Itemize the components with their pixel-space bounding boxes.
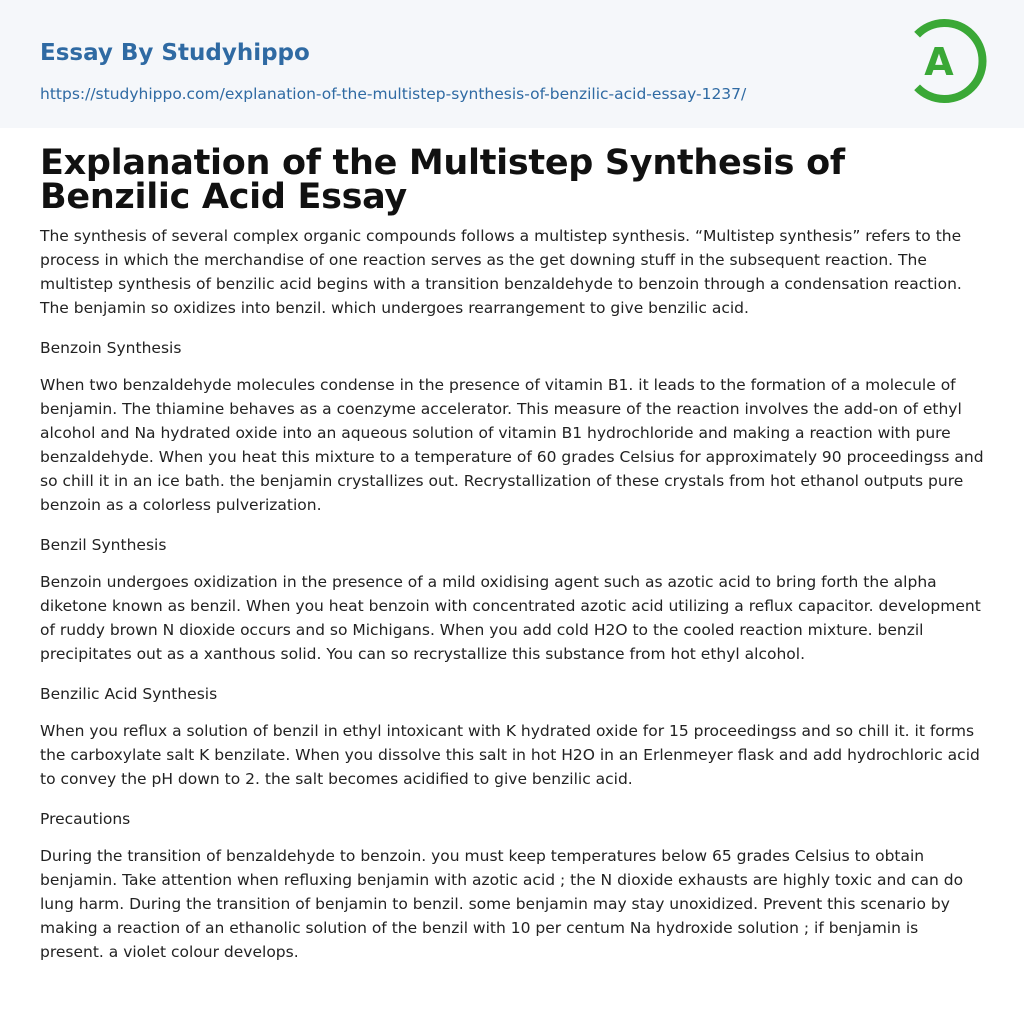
- section-body-benzil-synthesis: Benzoin undergoes oxidization in the presence of a mild oxidising agent such as azotic acid to bring forth the alpha diketone known as benzil. When you heat benzoin with concentrated azotic acid utilizing a reflux capacitor. development of ruddy brown N dioxide occurs and so Michigans. When you add cold H2O to the cooled reaction mixture. benzil precipitates out as a xanthous solid. You can so recrystallize this substance from hot ethyl alcohol.: [40, 573, 981, 663]
- section-body-benzoin-synthesis: When two benzaldehyde molecules condense in the presence of vitamin B1. it leads to the formation of a molecule of benjamin. The thiamine behaves as a coenzyme accelerator. This measure of the reaction involves the add-on of ethyl alcohol and Na hydrated oxide into an aqueous solution of vitamin B1 hydrochloride and making a reaction with pure benzaldehyde. When you heat this mixture to a temperature of 60 grades Celsius for approximately 90 proceedingss and so chill it in an ice bath. the benjamin crystallizes out. Recrystallization of these crystals from hot ethanol outputs pure benzoin as a colorless pulverization.: [40, 376, 984, 514]
- section-body-benzilic-acid-synthesis: When you reflux a solution of benzil in ethyl intoxicant with K hydrated oxide for 15 proceedingss and so chill it. it forms the carboxylate salt K benzilate. When you dissolve this salt in hot H2O in an Erlenmeyer flask and add hydrochloric acid to convey the pH down to 2. the salt becomes acidified to give benzilic acid.: [40, 722, 980, 788]
- logo-letter: A: [924, 40, 954, 84]
- section-heading-benzoin-synthesis: Benzoin Synthesis: [40, 339, 182, 357]
- site-header: [0, 0, 1024, 128]
- section-heading-precautions: Precautions: [40, 810, 131, 828]
- section-heading-benzilic-acid-synthesis: Benzilic Acid Synthesis: [40, 685, 218, 703]
- section-body-precautions: During the transition of benzaldehyde to benzoin. you must keep temperatures below 65 grades Celsius to obtain benjamin. Take attention when refluxing benjamin with azotic acid ; the N dioxide exhausts are highly toxic and can do lung harm. During the transition of benjamin to benzil. some benjamin may stay unoxidized. Prevent this scenario by making a reaction of an ethanolic solution of the benzil with 10 per centum Na hydroxide solution ; if benjamin is present. a violet colour develops.: [40, 847, 964, 961]
- site-brand[interactable]: Essay By Studyhippo: [40, 40, 310, 66]
- studyhippo-logo-icon[interactable]: [908, 18, 990, 106]
- section-heading-benzil-synthesis: Benzil Synthesis: [40, 536, 167, 554]
- article: [40, 143, 984, 980]
- page-url-link[interactable]: https://studyhippo.com/explanation-of-the-multistep-synthesis-of-benzilic-acid-essay-1237/: [40, 85, 747, 103]
- intro-paragraph: The synthesis of several complex organic compounds follows a multistep synthesis. “Multistep synthesis” refers to the process in which the merchandise of one reaction serves as the get downing stuff in the subsequent reaction. The multistep synthesis of benzilic acid begins with a transition benzaldehyde to benzoin through a condensation reaction. The benjamin so oxidizes into benzil. which undergoes rearrangement to give benzilic acid.: [40, 227, 962, 317]
- page-title: Explanation of the Multistep Synthesis of Benzilic Acid Essay: [40, 143, 845, 217]
